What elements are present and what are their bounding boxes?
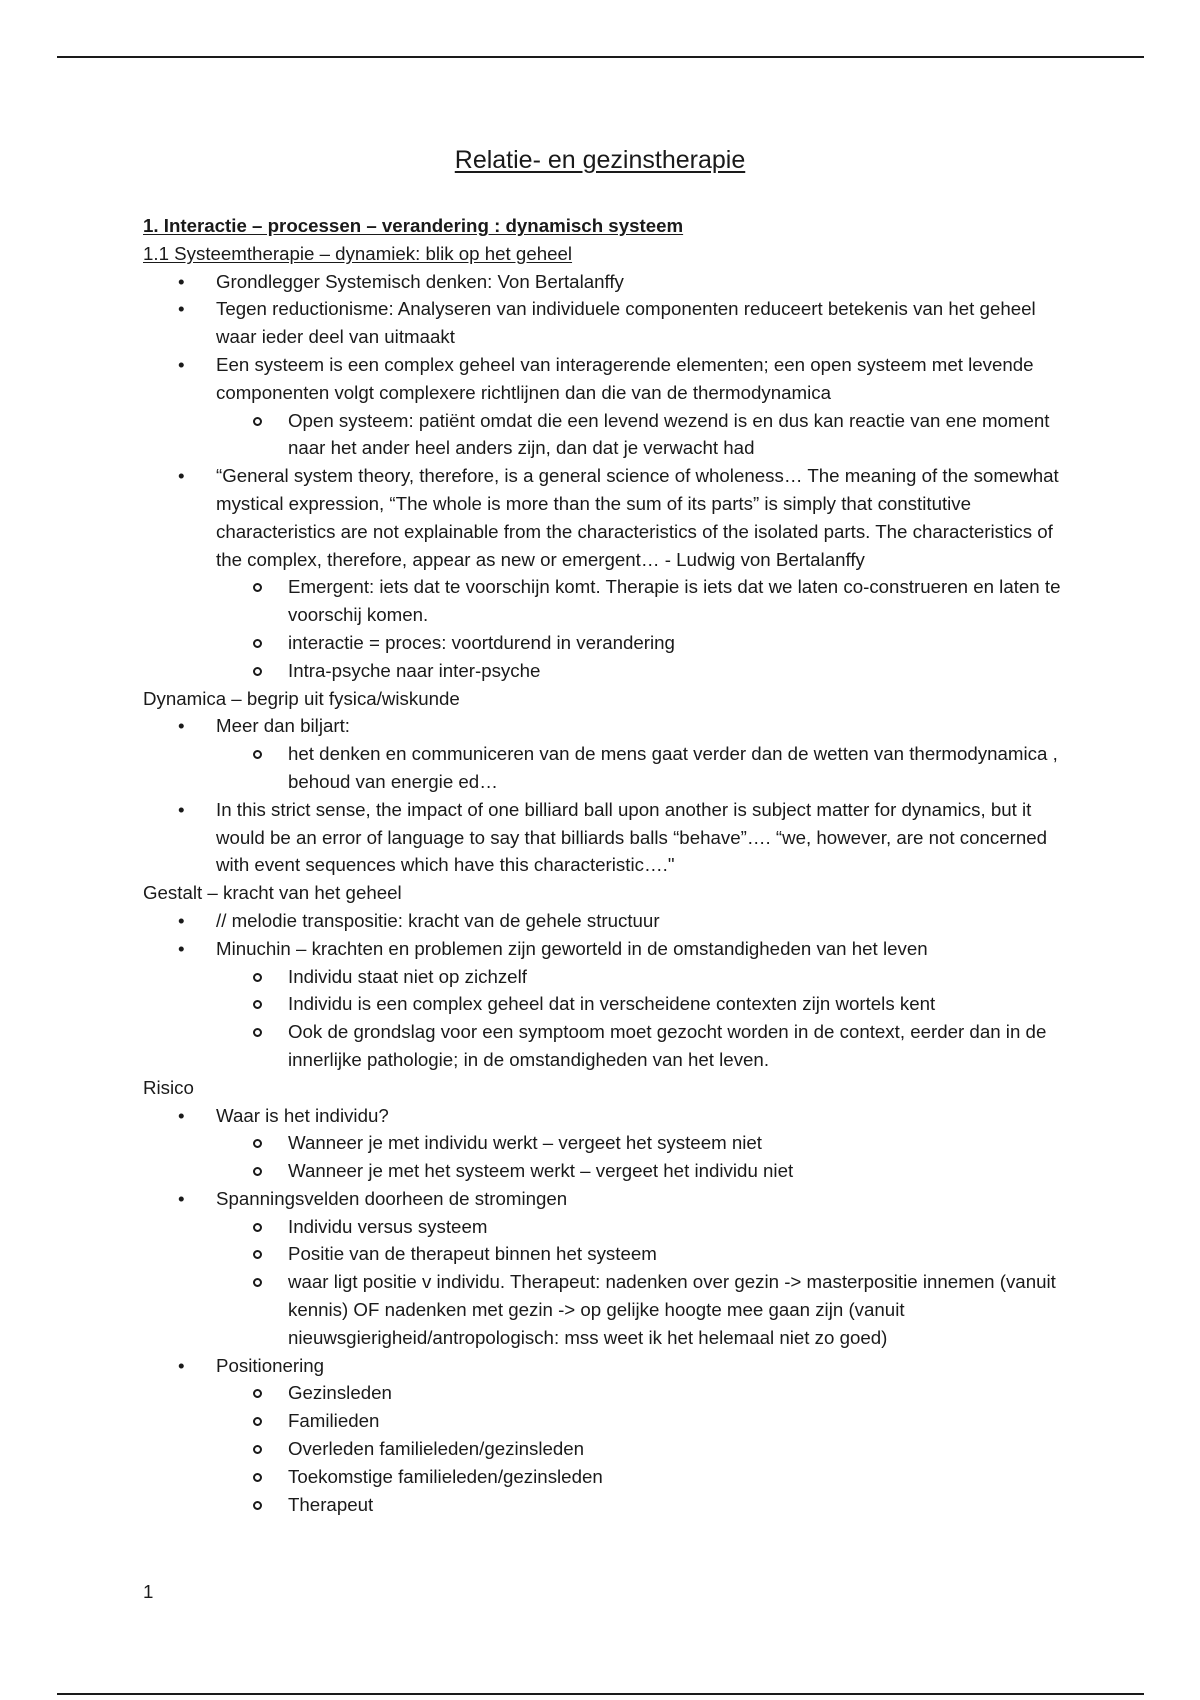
sub-bullet-item: Individu versus systeem [143,1213,1063,1241]
sub-bullet-item: Ook de grondslag voor een symptoom moet gezocht worden in de context, eerder dan in de innerlijke pathologie; in de omstandigheden van het leven. [143,1018,1063,1074]
bullet-item: • Meer dan biljart: [143,712,1063,740]
bullet-item: • Grondlegger Systemisch denken: Von Bertalanffy [143,268,1063,296]
page-title: Relatie- en gezinstherapie [454,146,746,174]
sub-bullet-item: Familieden [143,1407,1063,1435]
sub-bullet-item: Toekomstige familieleden/gezinsleden [143,1463,1063,1491]
bullet-item: • “General system theory, therefore, is a general science of wholeness… The meaning of the somewhat mystical expression, “The whole is more than the sum of its parts” is simply that constitutive characteristics are not explainable from the characteristics of the isolated parts. The characteristics of the complex, therefore, appear as new or emergent… - Ludwig von Bertalanffy [143,462,1063,573]
sub-bullet-item: Therapeut [143,1491,1063,1519]
sub-bullet-item: Individu is een complex geheel dat in verscheidene contexten zijn wortels kent [143,990,1063,1018]
sub-bullet-item: Emergent: iets dat te voorschijn komt. Therapie is iets dat we laten co-construeren en laten te voorschij komen. [143,573,1063,629]
document-body [143,212,1063,1518]
bullet-item: • Spanningsvelden doorheen de stromingen [143,1185,1063,1213]
sub-bullet-item: Individu staat niet op zichzelf [143,963,1063,991]
sub-bullet-item: interactie = proces: voortdurend in verandering [143,629,1063,657]
sub-bullet-item: Intra-psyche naar inter-psyche [143,657,1063,685]
sub-bullet-item: het denken en communiceren van de mens gaat verder dan de wetten van thermodynamica , behoud van energie ed… [143,740,1063,796]
bullet-item: • // melodie transpositie: kracht van de gehele structuur [143,907,1063,935]
sub-bullet-item: waar ligt positie v individu. Therapeut: nadenken over gezin -> masterpositie innemen (vanuit kennis) OF nadenken met gezin -> op gelijke hoogte mee gaan zijn (vanuit nieuwsgierigheid/antropologisch: mss weet ik het helemaal niet zo goed) [143,1268,1063,1351]
paragraph: Dynamica – begrip uit fysica/wiskunde [143,687,460,709]
sub-bullet-item: Wanneer je met het systeem werkt – vergeet het individu niet [143,1157,1063,1185]
bullet-item: • Positionering [143,1352,1063,1380]
bullet-item: • Tegen reductionisme: Analyseren van individuele componenten reduceert betekenis van het geheel waar ieder deel van uitmaakt [143,295,1063,351]
sub-bullet-item: Gezinsleden [143,1379,1063,1407]
paragraph: Gestalt – kracht van het geheel [143,882,402,904]
paragraph: Risico [143,1076,194,1098]
sub-bullet-item: Wanneer je met individu werkt – vergeet het systeem niet [143,1129,1063,1157]
sub-bullet-item: Open systeem: patiënt omdat die een levend wezend is en dus kan reactie van ene moment naar het ander heel anders zijn, dan dat je verwacht had [143,407,1063,463]
bullet-item: • Minuchin – krachten en problemen zijn geworteld in de omstandigheden van het leven [143,935,1063,963]
page-number: 1 [143,1581,154,1602]
bullet-item: • In this strict sense, the impact of one billiard ball upon another is subject matter for dynamics, but it would be an error of language to say that billiards balls “behave”…. “we, however, are not concerned with event sequences which have this characteristic…." [143,796,1063,879]
sub-bullet-item: Overleden familieleden/gezinsleden [143,1435,1063,1463]
subsection-heading: 1.1 Systeemtherapie – dynamiek: blik op het geheel [143,242,573,264]
bullet-item: • Een systeem is een complex geheel van interagerende elementen; een open systeem met levende componenten volgt complexere richtlijnen dan die van de thermodynamica [143,351,1063,407]
top-rule [57,56,1144,58]
bottom-rule [57,1693,1144,1695]
sub-bullet-item: Positie van de therapeut binnen het systeem [143,1240,1063,1268]
bullet-item: • Waar is het individu? [143,1102,1063,1130]
section-heading: 1. Interactie – processen – verandering : dynamisch systeem [143,215,684,236]
